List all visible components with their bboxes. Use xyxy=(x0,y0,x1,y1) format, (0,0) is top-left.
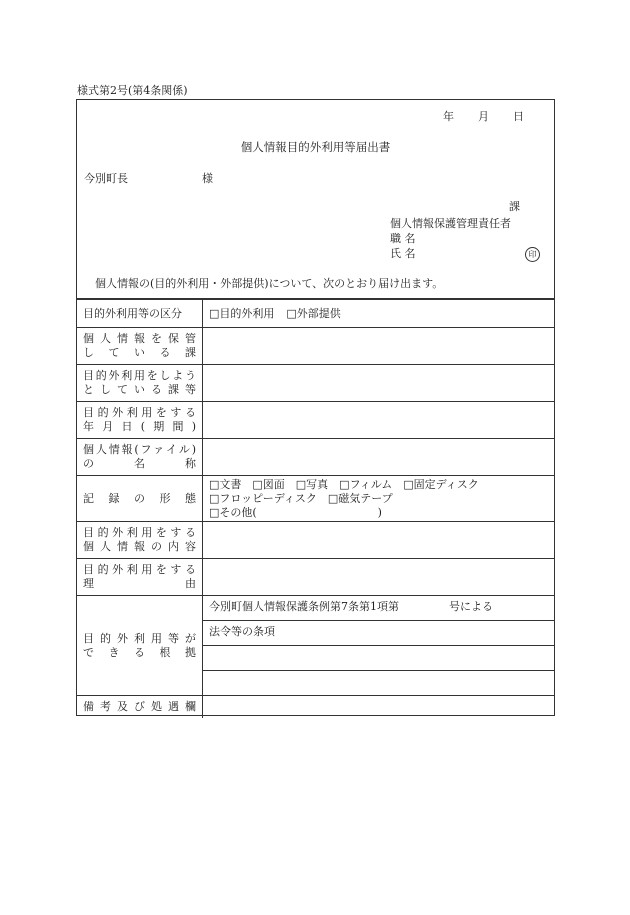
using-dept-field[interactable] xyxy=(203,365,555,402)
addressee xyxy=(84,172,213,186)
basis-law-line[interactable]: 法令等の条項 xyxy=(209,625,275,638)
notification-form xyxy=(76,99,555,716)
form-header xyxy=(77,100,554,299)
date-year: 年 xyxy=(443,110,454,123)
table-row xyxy=(77,522,554,559)
date-month: 月 xyxy=(478,110,489,123)
addressee-name: 今別町長 xyxy=(84,172,128,185)
sender-block xyxy=(390,217,511,262)
category-options[interactable] xyxy=(203,300,555,328)
option-external-provision[interactable]: □外部提供 xyxy=(286,306,341,320)
table-row xyxy=(77,476,554,522)
date-period-field[interactable] xyxy=(203,402,555,439)
basis-blank-line[interactable] xyxy=(209,671,548,695)
content-label: 目的外利用をする 個人情報の内容 xyxy=(77,522,203,559)
record-format-label: 記録の形態 xyxy=(77,476,203,522)
addressee-honorific: 様 xyxy=(202,172,213,185)
basis-ordinance-line[interactable]: 今別町個人情報保護条例第7条第1項第 号による xyxy=(209,600,493,613)
reason-field[interactable] xyxy=(203,559,555,596)
holding-dept-label: 個人情報を保管 している課 xyxy=(77,328,203,365)
form-number: 様式第2号(第4条関係) xyxy=(77,84,188,97)
document-title: 個人情報目的外利用等届出書 xyxy=(240,140,391,154)
table-row xyxy=(77,328,554,365)
remarks-label: 備考及び処遇欄 xyxy=(77,696,203,718)
table-row xyxy=(77,559,554,596)
date-period-label: 目的外利用をする 年月日(期間) xyxy=(77,402,203,439)
sender-department: 課 xyxy=(509,200,520,213)
table-row xyxy=(77,365,554,402)
category-label: 目的外利用等の区分 xyxy=(77,300,203,328)
content-field[interactable] xyxy=(203,522,555,559)
declaration-text: 個人情報の(目的外利用・外部提供)について、次のとおり届け出ます。 xyxy=(95,277,444,290)
using-dept-label: 目的外利用をしよう としている課等 xyxy=(77,365,203,402)
table-row xyxy=(77,439,554,476)
record-format-options[interactable]: □文書 □図面 □写真 □フィルム □固定ディスク □フロッピーディスク □磁気テープ □その他( ) xyxy=(203,476,555,522)
file-name-field[interactable] xyxy=(203,439,555,476)
reason-label: 目的外利用をする 理 由 xyxy=(77,559,203,596)
table-row xyxy=(77,300,554,328)
seal-mark: 印 xyxy=(525,247,540,262)
sender-role: 個人情報保護管理責任者 xyxy=(390,217,511,230)
table-row xyxy=(77,696,554,718)
sender-position: 職 名 xyxy=(390,232,416,245)
table-row xyxy=(77,402,554,439)
holding-dept-field[interactable] xyxy=(203,328,555,365)
basis-field[interactable] xyxy=(203,596,555,696)
remarks-field[interactable] xyxy=(203,696,555,718)
sender-name: 氏 名 xyxy=(390,247,416,260)
file-name-label: 個人情報(ファイル) の 名 称 xyxy=(77,439,203,476)
date-line xyxy=(443,110,524,124)
option-internal-use[interactable]: □目的外利用 xyxy=(209,306,275,320)
details-table xyxy=(77,299,554,718)
basis-label: 目的外利用等が できる根拠 xyxy=(77,596,203,696)
basis-blank-line[interactable] xyxy=(209,646,548,670)
date-day: 日 xyxy=(513,110,524,123)
table-row xyxy=(77,596,554,696)
